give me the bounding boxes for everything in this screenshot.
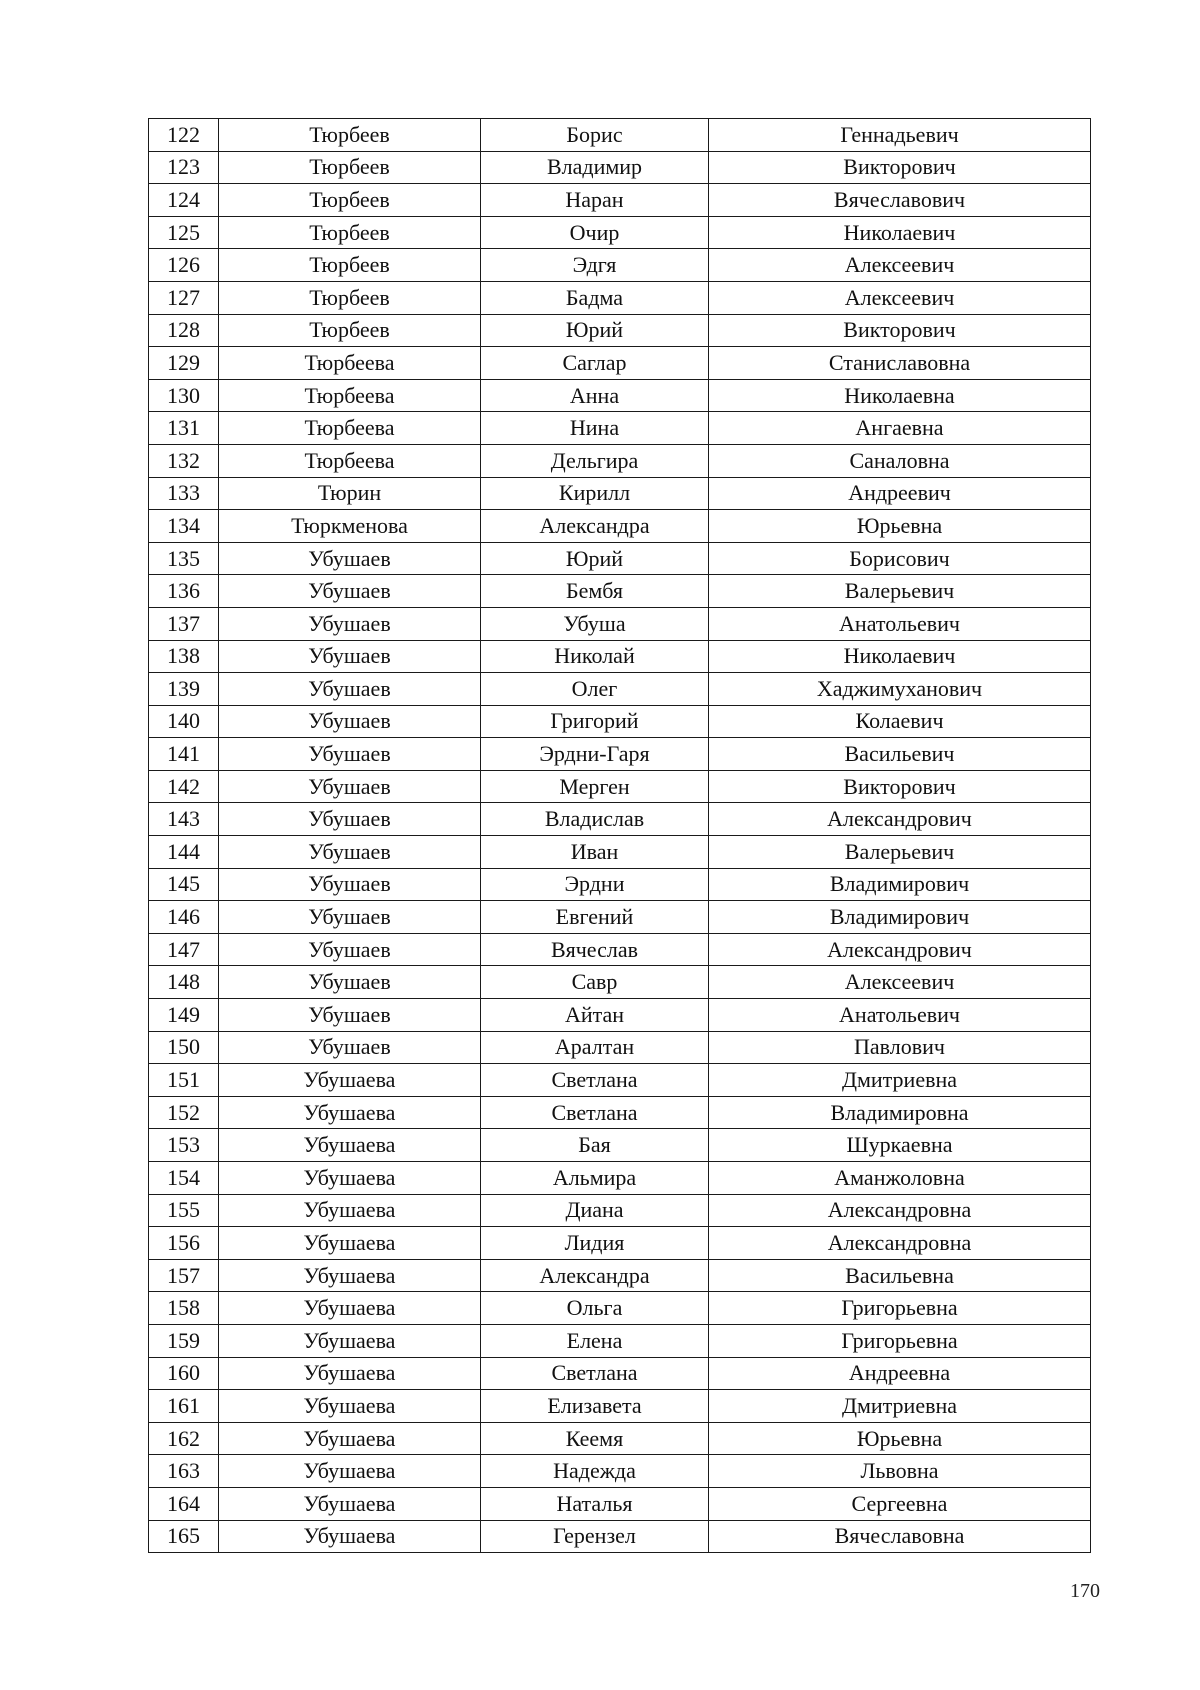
surname-cell: Тюрбеева (219, 444, 481, 477)
first-name-cell: Владислав (481, 803, 709, 836)
first-name-cell: Николай (481, 640, 709, 673)
row-number-cell: 160 (149, 1357, 219, 1390)
patronymic-cell: Владимирович (709, 901, 1091, 934)
row-number-cell: 129 (149, 347, 219, 380)
surname-cell: Тюрбеев (219, 151, 481, 184)
table-row (149, 412, 1091, 445)
first-name-cell: Юрий (481, 542, 709, 575)
surname-cell: Убушаева (219, 1422, 481, 1455)
row-number-cell: 125 (149, 216, 219, 249)
row-number-cell: 152 (149, 1096, 219, 1129)
row-number-cell: 159 (149, 1324, 219, 1357)
surname-cell: Убушаева (219, 1194, 481, 1227)
row-number-cell: 137 (149, 607, 219, 640)
table-row (149, 184, 1091, 217)
first-name-cell: Эрдни (481, 868, 709, 901)
table-row (149, 1357, 1091, 1390)
row-number-cell: 138 (149, 640, 219, 673)
first-name-cell: Аралтан (481, 1031, 709, 1064)
row-number-cell: 131 (149, 412, 219, 445)
row-number-cell: 143 (149, 803, 219, 836)
patronymic-cell: Хаджимуханович (709, 673, 1091, 706)
patronymic-cell: Дмитриевна (709, 1064, 1091, 1097)
row-number-cell: 147 (149, 933, 219, 966)
surname-cell: Убушаев (219, 705, 481, 738)
patronymic-cell: Викторович (709, 314, 1091, 347)
surname-cell: Убушаева (219, 1520, 481, 1553)
patronymic-cell: Юрьевна (709, 510, 1091, 543)
table-row (149, 119, 1091, 152)
surname-cell: Убушаев (219, 1031, 481, 1064)
first-name-cell: Вячеслав (481, 933, 709, 966)
patronymic-cell: Николаевна (709, 379, 1091, 412)
table-row (149, 281, 1091, 314)
patronymic-cell: Алексеевич (709, 249, 1091, 282)
table-row (149, 1129, 1091, 1162)
surname-cell: Убушаев (219, 966, 481, 999)
table-row (149, 1324, 1091, 1357)
first-name-cell: Александра (481, 1259, 709, 1292)
first-name-cell: Эрдни-Гаря (481, 738, 709, 771)
table-row (149, 770, 1091, 803)
table-row (149, 1162, 1091, 1195)
surname-cell: Убушаева (219, 1455, 481, 1488)
table-row (149, 1194, 1091, 1227)
row-number-cell: 135 (149, 542, 219, 575)
first-name-cell: Надежда (481, 1455, 709, 1488)
row-number-cell: 150 (149, 1031, 219, 1064)
table-row (149, 999, 1091, 1032)
patronymic-cell: Андреевна (709, 1357, 1091, 1390)
row-number-cell: 142 (149, 770, 219, 803)
first-name-cell: Саглар (481, 347, 709, 380)
table-row (149, 510, 1091, 543)
row-number-cell: 141 (149, 738, 219, 771)
row-number-cell: 158 (149, 1292, 219, 1325)
patronymic-cell: Викторович (709, 770, 1091, 803)
row-number-cell: 153 (149, 1129, 219, 1162)
surname-cell: Убушаева (219, 1227, 481, 1260)
table-row (149, 314, 1091, 347)
first-name-cell: Бембя (481, 575, 709, 608)
patronymic-cell: Андреевич (709, 477, 1091, 510)
table-row (149, 249, 1091, 282)
first-name-cell: Нина (481, 412, 709, 445)
patronymic-cell: Васильевич (709, 738, 1091, 771)
table-row (149, 836, 1091, 869)
row-number-cell: 149 (149, 999, 219, 1032)
table-row (149, 803, 1091, 836)
table-row (149, 1031, 1091, 1064)
row-number-cell: 163 (149, 1455, 219, 1488)
row-number-cell: 165 (149, 1520, 219, 1553)
first-name-cell: Мерген (481, 770, 709, 803)
first-name-cell: Евгений (481, 901, 709, 934)
surname-cell: Убушаев (219, 607, 481, 640)
patronymic-cell: Юрьевна (709, 1422, 1091, 1455)
patronymic-cell: Владимировна (709, 1096, 1091, 1129)
first-name-cell: Светлана (481, 1064, 709, 1097)
patronymic-cell: Ангаевна (709, 412, 1091, 445)
surname-cell: Убушаев (219, 542, 481, 575)
row-number-cell: 128 (149, 314, 219, 347)
table-row (149, 1390, 1091, 1423)
row-number-cell: 139 (149, 673, 219, 706)
first-name-cell: Альмира (481, 1162, 709, 1195)
first-name-cell: Юрий (481, 314, 709, 347)
patronymic-cell: Алексеевич (709, 966, 1091, 999)
row-number-cell: 140 (149, 705, 219, 738)
row-number-cell: 133 (149, 477, 219, 510)
patronymic-cell: Аманжоловна (709, 1162, 1091, 1195)
row-number-cell: 126 (149, 249, 219, 282)
first-name-cell: Бадма (481, 281, 709, 314)
patronymic-cell: Григорьевна (709, 1324, 1091, 1357)
row-number-cell: 136 (149, 575, 219, 608)
row-number-cell: 148 (149, 966, 219, 999)
row-number-cell: 127 (149, 281, 219, 314)
table-row (149, 966, 1091, 999)
surname-cell: Убушаев (219, 803, 481, 836)
row-number-cell: 144 (149, 836, 219, 869)
surname-cell: Убушаев (219, 640, 481, 673)
surname-cell: Убушаев (219, 770, 481, 803)
names-table (148, 118, 1091, 1553)
table-row (149, 477, 1091, 510)
patronymic-cell: Васильевна (709, 1259, 1091, 1292)
surname-cell: Убушаева (219, 1129, 481, 1162)
patronymic-cell: Александрович (709, 803, 1091, 836)
row-number-cell: 124 (149, 184, 219, 217)
table-row (149, 575, 1091, 608)
patronymic-cell: Викторович (709, 151, 1091, 184)
surname-cell: Тюркменова (219, 510, 481, 543)
row-number-cell: 132 (149, 444, 219, 477)
surname-cell: Убушаев (219, 901, 481, 934)
first-name-cell: Елена (481, 1324, 709, 1357)
patronymic-cell: Александровна (709, 1227, 1091, 1260)
table-row (149, 1227, 1091, 1260)
surname-cell: Убушаева (219, 1292, 481, 1325)
table-row (149, 1096, 1091, 1129)
row-number-cell: 146 (149, 901, 219, 934)
row-number-cell: 145 (149, 868, 219, 901)
row-number-cell: 157 (149, 1259, 219, 1292)
surname-cell: Убушаева (219, 1096, 481, 1129)
table-row (149, 901, 1091, 934)
surname-cell: Тюрбеева (219, 412, 481, 445)
row-number-cell: 134 (149, 510, 219, 543)
surname-cell: Убушаева (219, 1487, 481, 1520)
patronymic-cell: Саналовна (709, 444, 1091, 477)
page-number: 170 (1070, 1580, 1100, 1602)
table-row (149, 1487, 1091, 1520)
surname-cell: Тюрин (219, 477, 481, 510)
table-row (149, 1292, 1091, 1325)
surname-cell: Тюрбеев (219, 281, 481, 314)
first-name-cell: Владимир (481, 151, 709, 184)
surname-cell: Тюрбеев (219, 249, 481, 282)
patronymic-cell: Станиславовна (709, 347, 1091, 380)
patronymic-cell: Шуркаевна (709, 1129, 1091, 1162)
table-row (149, 1422, 1091, 1455)
table-row (149, 673, 1091, 706)
row-number-cell: 164 (149, 1487, 219, 1520)
table-row (149, 933, 1091, 966)
table-row (149, 1259, 1091, 1292)
surname-cell: Убушаева (219, 1064, 481, 1097)
row-number-cell: 155 (149, 1194, 219, 1227)
first-name-cell: Кирилл (481, 477, 709, 510)
row-number-cell: 154 (149, 1162, 219, 1195)
table-row (149, 1064, 1091, 1097)
surname-cell: Убушаева (219, 1162, 481, 1195)
row-number-cell: 122 (149, 119, 219, 152)
surname-cell: Убушаев (219, 673, 481, 706)
patronymic-cell: Алексеевич (709, 281, 1091, 314)
table-row (149, 705, 1091, 738)
patronymic-cell: Павлович (709, 1031, 1091, 1064)
first-name-cell: Наталья (481, 1487, 709, 1520)
first-name-cell: Ольга (481, 1292, 709, 1325)
first-name-cell: Убуша (481, 607, 709, 640)
first-name-cell: Александра (481, 510, 709, 543)
surname-cell: Убушаев (219, 738, 481, 771)
surname-cell: Убушаев (219, 836, 481, 869)
first-name-cell: Наран (481, 184, 709, 217)
patronymic-cell: Александрович (709, 933, 1091, 966)
table-row (149, 640, 1091, 673)
table-row (149, 151, 1091, 184)
table-row (149, 379, 1091, 412)
patronymic-cell: Владимирович (709, 868, 1091, 901)
surname-cell: Тюрбеев (219, 184, 481, 217)
first-name-cell: Герензел (481, 1520, 709, 1553)
table-row (149, 1455, 1091, 1488)
patronymic-cell: Сергеевна (709, 1487, 1091, 1520)
surname-cell: Убушаев (219, 575, 481, 608)
patronymic-cell: Вячеславовна (709, 1520, 1091, 1553)
row-number-cell: 130 (149, 379, 219, 412)
patronymic-cell: Валерьевич (709, 836, 1091, 869)
table-row (149, 738, 1091, 771)
first-name-cell: Светлана (481, 1096, 709, 1129)
patronymic-cell: Анатольевич (709, 999, 1091, 1032)
row-number-cell: 161 (149, 1390, 219, 1423)
surname-cell: Убушаев (219, 933, 481, 966)
patronymic-cell: Колаевич (709, 705, 1091, 738)
first-name-cell: Иван (481, 836, 709, 869)
table-row (149, 347, 1091, 380)
table-row (149, 607, 1091, 640)
first-name-cell: Светлана (481, 1357, 709, 1390)
row-number-cell: 162 (149, 1422, 219, 1455)
first-name-cell: Айтан (481, 999, 709, 1032)
first-name-cell: Анна (481, 379, 709, 412)
table-row (149, 868, 1091, 901)
surname-cell: Тюрбеева (219, 347, 481, 380)
patronymic-cell: Анатольевич (709, 607, 1091, 640)
table-row (149, 1520, 1091, 1553)
surname-cell: Тюрбеев (219, 119, 481, 152)
surname-cell: Убушаев (219, 868, 481, 901)
first-name-cell: Диана (481, 1194, 709, 1227)
patronymic-cell: Николаевич (709, 640, 1091, 673)
table-row (149, 542, 1091, 575)
row-number-cell: 151 (149, 1064, 219, 1097)
patronymic-cell: Борисович (709, 542, 1091, 575)
patronymic-cell: Львовна (709, 1455, 1091, 1488)
table-row (149, 444, 1091, 477)
surname-cell: Убушаев (219, 999, 481, 1032)
first-name-cell: Лидия (481, 1227, 709, 1260)
surname-cell: Убушаева (219, 1324, 481, 1357)
patronymic-cell: Александровна (709, 1194, 1091, 1227)
surname-cell: Тюрбеева (219, 379, 481, 412)
patronymic-cell: Вячеславович (709, 184, 1091, 217)
first-name-cell: Борис (481, 119, 709, 152)
patronymic-cell: Геннадьевич (709, 119, 1091, 152)
surname-cell: Убушаева (219, 1259, 481, 1292)
patronymic-cell: Дмитриевна (709, 1390, 1091, 1423)
surname-cell: Убушаева (219, 1390, 481, 1423)
surname-cell: Убушаева (219, 1357, 481, 1390)
names-table-body (149, 119, 1091, 1553)
surname-cell: Тюрбеев (219, 314, 481, 347)
first-name-cell: Бая (481, 1129, 709, 1162)
table-row (149, 216, 1091, 249)
row-number-cell: 123 (149, 151, 219, 184)
patronymic-cell: Григорьевна (709, 1292, 1091, 1325)
first-name-cell: Олег (481, 673, 709, 706)
first-name-cell: Дельгира (481, 444, 709, 477)
patronymic-cell: Николаевич (709, 216, 1091, 249)
row-number-cell: 156 (149, 1227, 219, 1260)
surname-cell: Тюрбеев (219, 216, 481, 249)
first-name-cell: Григорий (481, 705, 709, 738)
first-name-cell: Очир (481, 216, 709, 249)
patronymic-cell: Валерьевич (709, 575, 1091, 608)
first-name-cell: Кеемя (481, 1422, 709, 1455)
first-name-cell: Эдгя (481, 249, 709, 282)
first-name-cell: Савр (481, 966, 709, 999)
first-name-cell: Елизавета (481, 1390, 709, 1423)
